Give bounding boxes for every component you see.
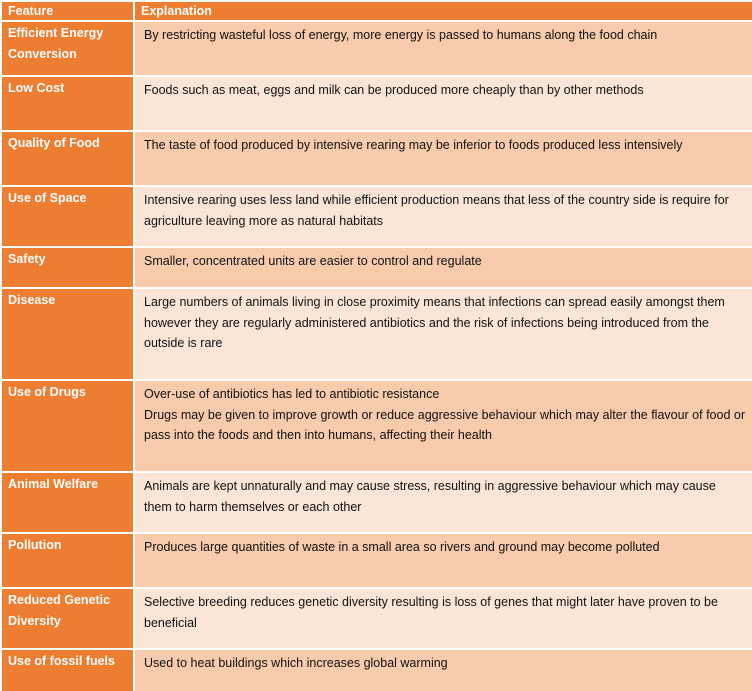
table-row xyxy=(1,21,752,76)
feature-cell: Reduced Genetic Diversity xyxy=(1,588,134,649)
explanation-line: Produces large quantities of waste in a small area so rivers and ground may become polluted xyxy=(144,540,660,554)
table-row xyxy=(1,588,752,649)
feature-cell: Use of fossil fuels xyxy=(1,649,134,691)
explanation-cell xyxy=(134,380,752,472)
table-row xyxy=(1,131,752,186)
explanation-line: Drugs may be given to improve growth or reduce aggressive behaviour which may alter the flavour of food or pass into the foods and then into humans, affecting their health xyxy=(144,407,745,442)
feature-cell: Safety xyxy=(1,247,134,288)
table-row xyxy=(1,533,752,588)
explanation-line: Smaller, concentrated units are easier to control and regulate xyxy=(144,254,482,268)
explanation-line: Foods such as meat, eggs and milk can be produced more cheaply than by other methods xyxy=(144,83,644,97)
feature-cell: Disease xyxy=(1,288,134,380)
explanation-cell xyxy=(134,472,752,533)
explanation-line: The taste of food produced by intensive rearing may be inferior to foods produced less intensively xyxy=(144,138,683,152)
explanation-cell xyxy=(134,247,752,288)
explanation-cell xyxy=(134,533,752,588)
explanation-line: Selective breeding reduces genetic diversity resulting is loss of genes that might later have proven to be beneficial xyxy=(144,595,718,630)
explanation-cell xyxy=(134,21,752,76)
explanation-line: Used to heat buildings which increases global warming xyxy=(144,656,448,670)
table-row xyxy=(1,247,752,288)
feature-cell: Animal Welfare xyxy=(1,472,134,533)
table-row xyxy=(1,288,752,380)
feature-cell: Pollution xyxy=(1,533,134,588)
header-feature: Feature xyxy=(1,1,134,21)
table-row xyxy=(1,76,752,131)
explanation-line: Animals are kept unnaturally and may cause stress, resulting in aggressive behaviour which may cause them to harm themselves or each other xyxy=(144,479,716,514)
explanation-line: Intensive rearing uses less land while efficient production means that less of the country side is require for agriculture leaving more as natural habitats xyxy=(144,193,729,228)
feature-cell: Use of Space xyxy=(1,186,134,247)
feature-cell: Low Cost xyxy=(1,76,134,131)
explanation-line: By restricting wasteful loss of energy, more energy is passed to humans along the food chain xyxy=(144,28,658,42)
explanation-cell xyxy=(134,288,752,380)
explanation-cell xyxy=(134,649,752,691)
explanation-line: Over-use of antibiotics has led to antibiotic resistance xyxy=(144,387,440,401)
feature-cell: Use of Drugs xyxy=(1,380,134,472)
explanation-line: Large numbers of animals living in close proximity means that infections can spread easily amongst them however they are regularly administered antibiotics and the risk of infections being introduced from the outside is rare xyxy=(144,295,725,350)
table-row xyxy=(1,472,752,533)
explanation-cell xyxy=(134,186,752,247)
feature-cell: Efficient Energy Conversion xyxy=(1,21,134,76)
explanation-cell xyxy=(134,76,752,131)
feature-cell: Quality of Food xyxy=(1,131,134,186)
explanation-cell xyxy=(134,588,752,649)
explanation-cell xyxy=(134,131,752,186)
table-row xyxy=(1,380,752,472)
header-explanation: Explanation xyxy=(134,1,752,21)
table-row xyxy=(1,649,752,691)
table-header-row xyxy=(1,1,752,21)
table-row xyxy=(1,186,752,247)
